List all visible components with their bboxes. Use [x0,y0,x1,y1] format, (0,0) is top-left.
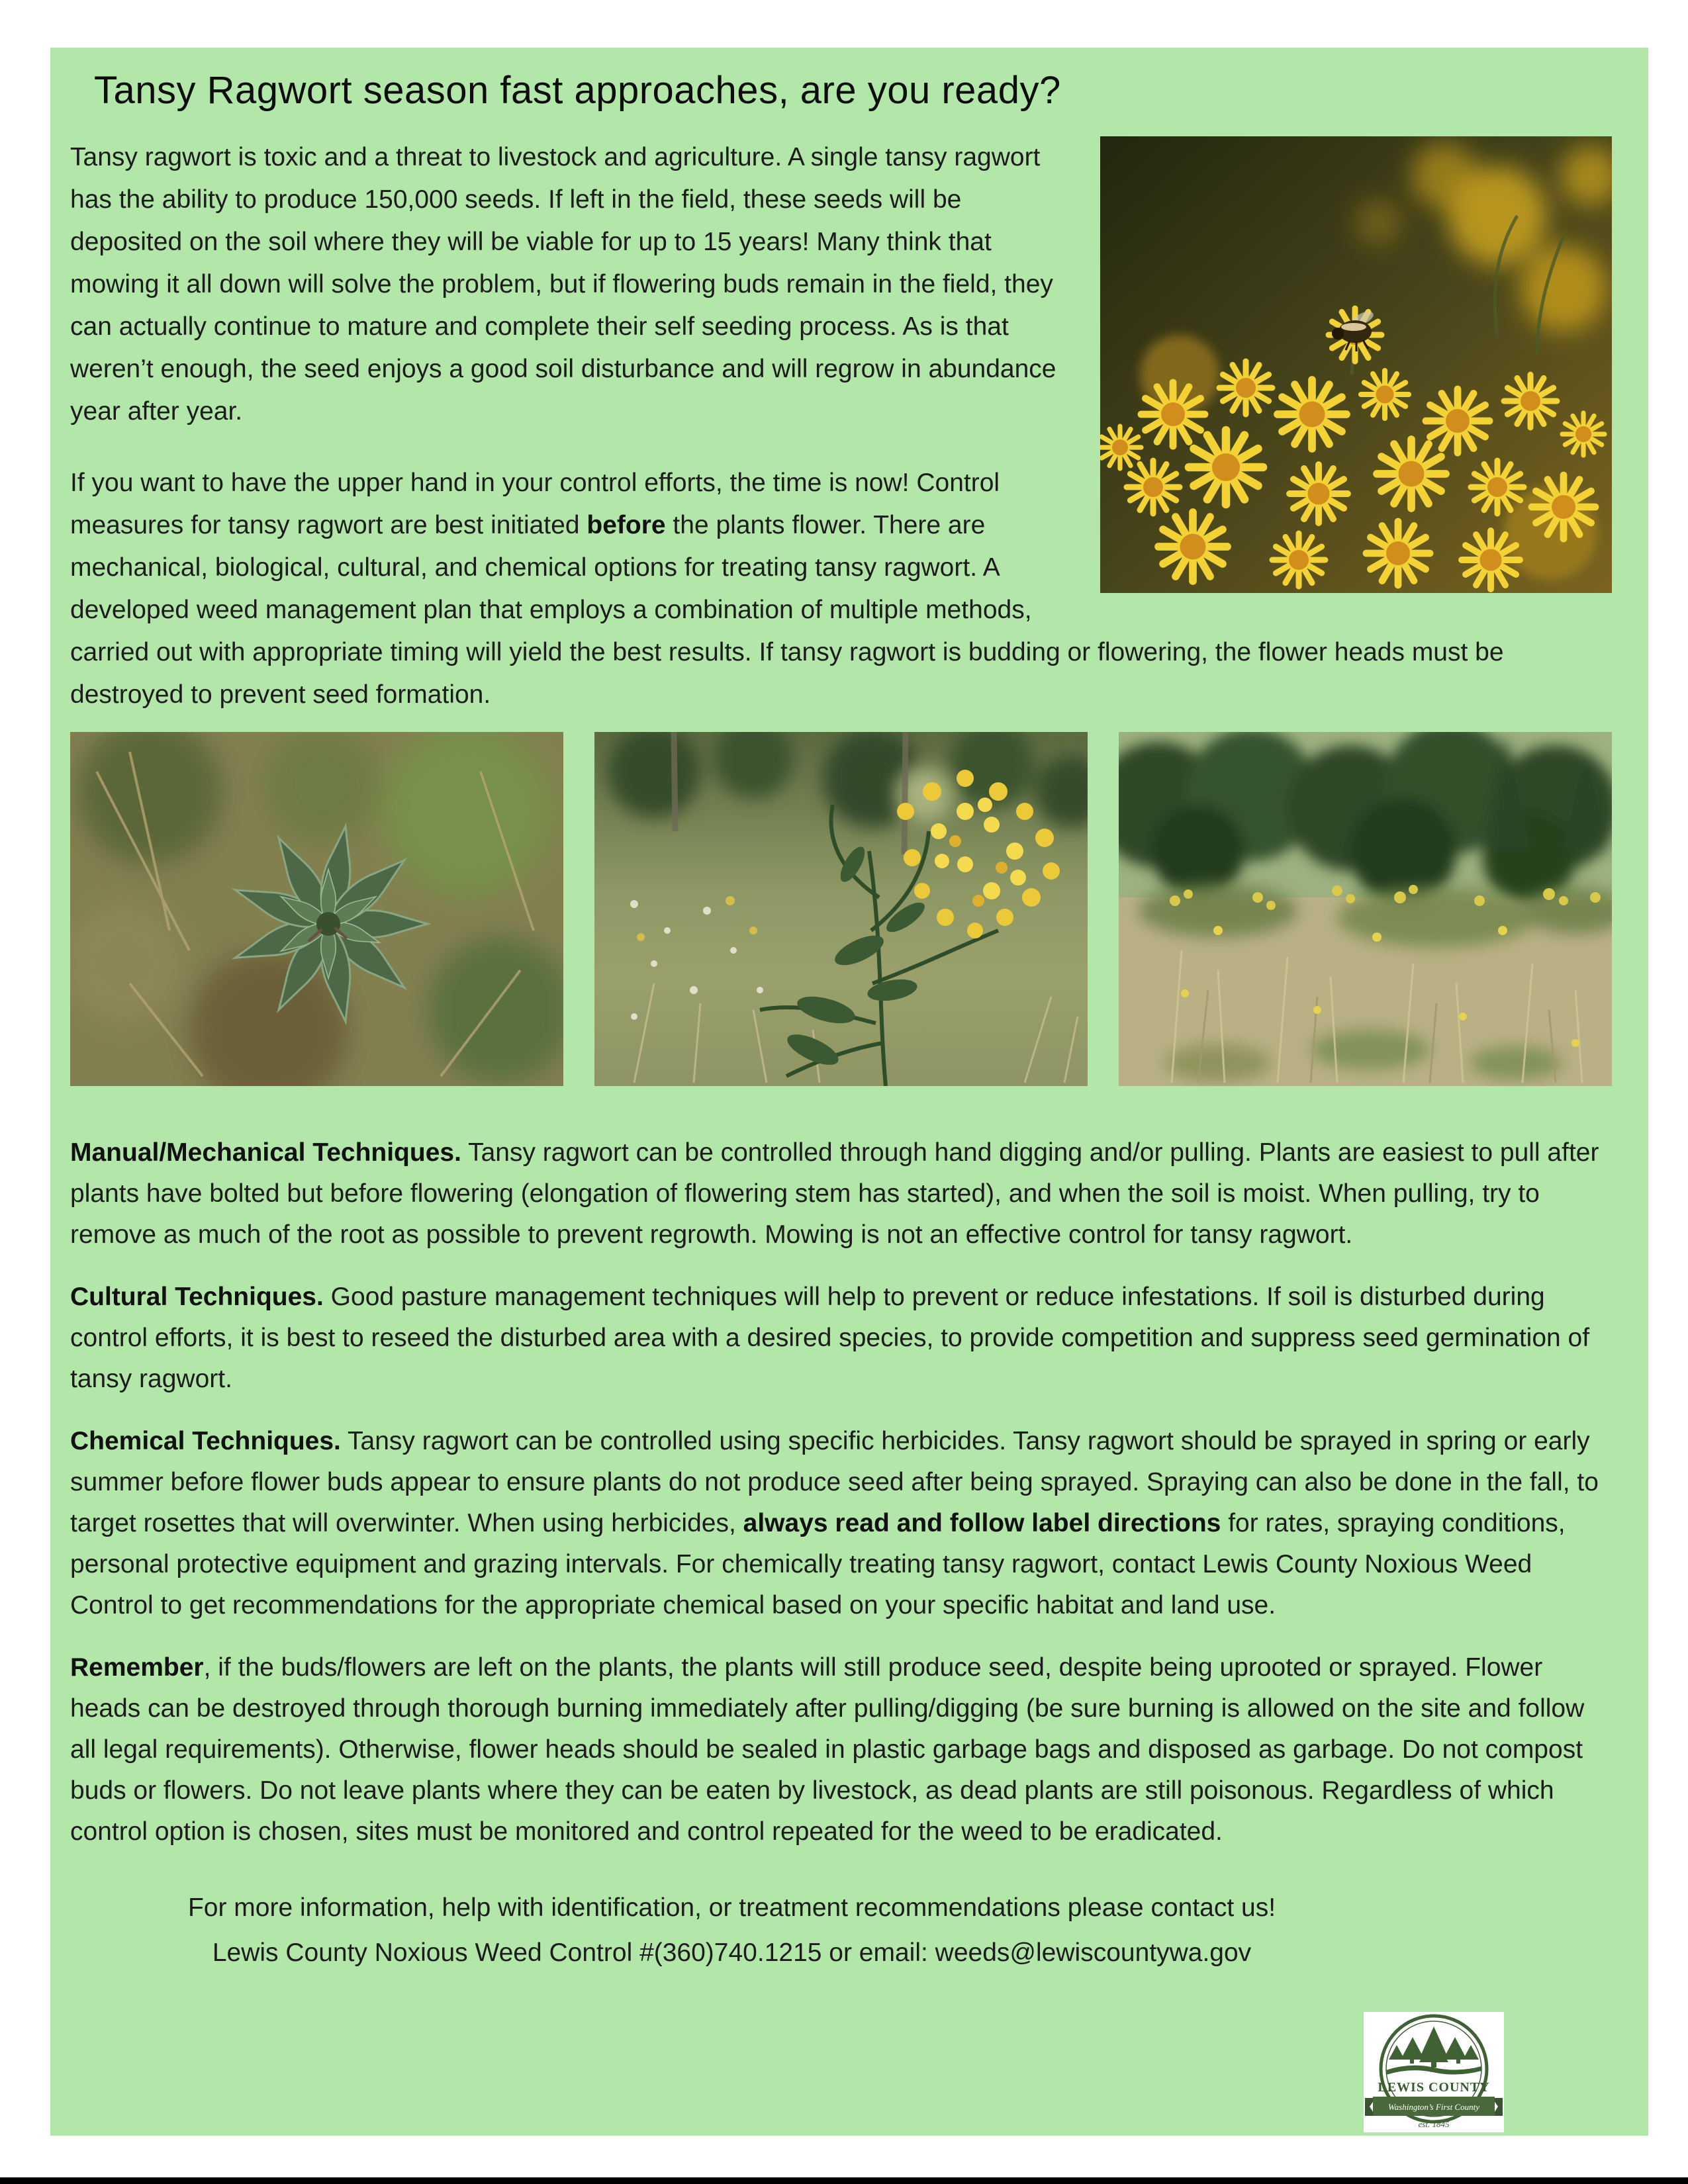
cultural-techniques-text: Good pasture management techniques will help to prevent or reduce infestations. If soil is disturbed during control efforts, it is best to reseed the disturbed area with a desired species, to provide competition and suppress seed germination of tansy ragwort. [70,1283,1590,1393]
remember-lead: Remember [70,1653,204,1682]
photo-ragwort-bolted-plant [594,732,1088,1086]
cultural-techniques-lead: Cultural Techniques. [70,1283,324,1311]
cultural-techniques-paragraph [70,1277,1612,1400]
logo-name-text: LEWIS COUNTY [1378,2080,1490,2095]
manual-techniques-text: Tansy ragwort can be controlled through hand digging and/or pulling. Plants are easiest to pull after plants have bolted but before flowering (elongation of flowering stem has started), and when the soil is moist. When pulling, try to remove as much of the root as possible to prevent regrowth. Mowing is not an effective control for tansy ragwort. [70,1138,1599,1249]
logo-ribbon [1365,2097,1503,2116]
intro-paragraph-2-text-post: the plants flower. There are mechanical, biological, cultural, and chemical options for treating tansy ragwort. A developed weed management plan that employs a combination of multiple methods, carried out with appropriate timing will yield the best results. If tansy ragwort is budding or flowering, the flower heads must be destroyed to prevent seed formation. [70,511,1504,709]
photo-row [70,732,1612,1086]
remember-text: , if the buds/flowers are left on the plants, the plants will still produce seed, despite being uprooted or sprayed. Flower heads can be destroyed through thorough burning immediately after pulling/digging (be sure burning is allowed on the site and follow all legal requirements). Otherwise, flower heads should be sealed in plastic garbage bags and disposed as garbage. Do not compost buds or flowers. Do not leave plants where they can be eaten by livestock, as dead plants are still poisonous. Regardless of which control option is chosen, sites must be monitored and control repeated for the weed to be eradicated. [70,1653,1585,1846]
logo-banner-text: Washington’s First County [1388,2102,1479,2112]
photo-ragwort-flowers-bee [1100,136,1612,593]
chemical-techniques-bold: always read and follow label directions [743,1509,1221,1537]
contact-section [70,1886,1393,1976]
photo-ragwort-bolted-art [594,732,1088,1086]
intro-section [70,136,1612,716]
chemical-techniques-text-post: for rates, spraying conditions, personal protective equipment and grazing intervals. For chemically treating tansy ragwort, contact Lewis County Noxious Weed Control to get recommendations for the appropriate chemical based on your specific habitat and land use. [70,1509,1566,1619]
page-bottom-rule [0,2177,1688,2184]
photo-ragwort-meadow-art [1119,732,1612,1086]
flyer-panel [50,48,1648,2136]
photo-ragwort-meadow [1119,732,1612,1086]
remember-paragraph [70,1647,1612,1852]
photo-ragwort-rosette [70,732,563,1086]
intro-paragraph-1-text: Tansy ragwort is toxic and a threat to livestock and agriculture. A single tansy ragwort has the ability to produce 150,000 seeds. If left in the field, these seeds will be deposited on the soil where they will be viable for up to 15 years! Many think that mowing it all down will solve the problem, but if flowering buds remain in the field, they can actually continue to mature and complete their self seeding process. As is that weren’t enough, the seed enjoys a good soil disturbance and will regrow in abundance year after year. [70,143,1056,426]
contact-line-1: For more information, help with identification, or treatment recommendations please contact us! [187,1893,1276,1922]
logo-est-text: est. 1845 [1418,2119,1450,2129]
intro-paragraph-2-text-pre: If you want to have the upper hand in your control efforts, the time is now! Control measures for tansy ragwort are best initiated [70,469,1000,539]
chemical-techniques-text-pre: Tansy ragwort can be controlled using specific herbicides. Tansy ragwort should be sprayed in spring or early summer before flower buds appear to ensure plants do not produce seed after being sprayed. Spraying can also be done in the fall, to target rosettes that will overwinter. When using herbicides, [70,1427,1599,1537]
tree-line-icon [1119,732,1612,904]
lewis-county-logo [1364,2012,1504,2132]
manual-techniques-lead: Manual/Mechanical Techniques. [70,1138,461,1167]
contact-line-2: Lewis County Noxious Weed Control #(360)740.1215 or email: weeds@lewiscountywa.gov [212,1938,1252,1967]
flyer-content [50,48,1648,1976]
photo-ragwort-rosette-art [70,732,563,1086]
chemical-techniques-lead: Chemical Techniques. [70,1427,341,1455]
lewis-county-seal-icon [1364,2012,1504,2132]
page-title: Tansy Ragwort season fast approaches, are you ready? [94,69,1061,112]
intro-paragraph-2-bold: before [586,511,666,539]
chemical-techniques-paragraph [70,1421,1612,1626]
manual-techniques-paragraph [70,1132,1612,1255]
photo-ragwort-flowers-bee-art [1100,136,1612,593]
